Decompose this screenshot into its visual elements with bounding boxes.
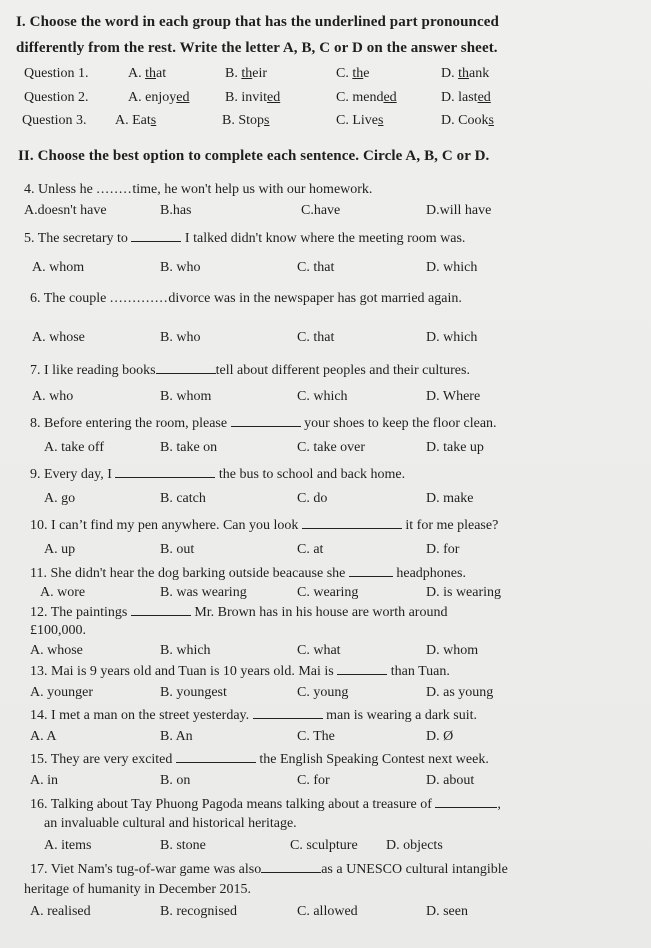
answer-blank (253, 717, 323, 719)
option[interactable]: A. who (32, 389, 74, 404)
answer-blank (261, 871, 321, 873)
option[interactable]: D. Where (426, 389, 481, 404)
answer-blank: ............. (109, 291, 169, 306)
question-text: 10. I can’t find my pen anywhere. Can you look it for me please? (30, 518, 499, 533)
option[interactable]: A. younger (30, 685, 93, 700)
option[interactable]: C. sculpture (290, 838, 358, 853)
question-label: Question 1. (24, 66, 89, 81)
option[interactable]: D. Ø (426, 729, 454, 744)
underlined-part: ed (383, 90, 397, 105)
option[interactable]: A. that (128, 66, 167, 81)
option[interactable]: D.will have (426, 203, 492, 218)
option[interactable]: A. up (44, 542, 76, 557)
answer-blank (176, 761, 256, 763)
option[interactable]: B. on (160, 773, 191, 788)
option[interactable]: C. wearing (297, 585, 359, 600)
option[interactable]: C.have (301, 203, 341, 218)
option[interactable]: A. enjoyed (128, 90, 190, 105)
question-text-continued: £100,000. (30, 623, 86, 638)
option[interactable]: C. do (297, 491, 328, 506)
option[interactable]: C. the (336, 66, 370, 81)
option[interactable]: D. take up (426, 440, 484, 455)
question-text: 17. Viet Nam's tug-of-war game was also as a UNESCO cultural intangible (30, 862, 508, 877)
option[interactable]: A. whom (32, 260, 85, 275)
option[interactable]: B. out (160, 542, 195, 557)
underlined-part: s (264, 113, 270, 128)
option[interactable]: B. who (160, 330, 201, 345)
option[interactable]: C. The (297, 729, 335, 744)
answer-blank (337, 673, 387, 675)
option[interactable]: D. is wearing (426, 585, 502, 600)
underlined-part: th (145, 66, 157, 81)
option[interactable]: A. go (44, 491, 76, 506)
part2-heading: II. Choose the best option to complete each sentence. Circle A, B, C or D. (18, 148, 490, 164)
option[interactable]: C. allowed (297, 904, 358, 919)
option[interactable]: C. what (297, 643, 341, 658)
option[interactable]: B. who (160, 260, 201, 275)
question-text-continued: an invaluable cultural and historical heritage. (44, 816, 297, 831)
option[interactable]: C. that (297, 330, 335, 345)
option[interactable]: A.doesn't have (24, 203, 107, 218)
part1-heading-line2: differently from the rest. Write the letter A, B, C or D on the answer sheet. (16, 40, 498, 56)
option[interactable]: B. take on (160, 440, 218, 455)
option[interactable]: D. about (426, 773, 475, 788)
underlined-part: s (488, 113, 494, 128)
option[interactable]: D. for (426, 542, 460, 557)
answer-blank (131, 240, 181, 242)
underlined-part: s (378, 113, 384, 128)
option[interactable]: B. recognised (160, 904, 237, 919)
option[interactable]: C. Lives (336, 113, 384, 128)
option[interactable]: B. invited (225, 90, 281, 105)
option[interactable]: D. whom (426, 643, 479, 658)
question-text: 8. Before entering the room, please your shoes to keep the floor clean. (30, 416, 497, 431)
question-label: Question 3. (22, 113, 87, 128)
answer-blank (115, 476, 215, 478)
option[interactable]: D. which (426, 330, 478, 345)
option[interactable]: D. make (426, 491, 474, 506)
underlined-part: ed (176, 90, 190, 105)
question-text: 15. They are very excited the English Speaking Contest next week. (30, 752, 489, 767)
option[interactable]: B. Stops (222, 113, 270, 128)
option[interactable]: D. Cooks (441, 113, 494, 128)
question-text: 7. I like reading books tell about different peoples and their cultures. (30, 363, 470, 378)
answer-blank (156, 372, 216, 374)
answer-blank (435, 806, 497, 808)
question-text: 14. I met a man on the street yesterday. man is wearing a dark suit. (30, 708, 477, 723)
option[interactable]: B. was wearing (160, 585, 247, 600)
option[interactable]: B. youngest (160, 685, 227, 700)
option[interactable]: B. An (160, 729, 193, 744)
option[interactable]: A. items (44, 838, 92, 853)
question-text: 13. Mai is 9 years old and Tuan is 10 years old. Mai is than Tuan. (30, 664, 450, 679)
option[interactable]: C. mended (336, 90, 397, 105)
question-text: 5. The secretary to I talked didn't know where the meeting room was. (24, 231, 466, 246)
option[interactable]: A. in (30, 773, 58, 788)
option[interactable]: A. take off (44, 440, 104, 455)
underlined-part: s (150, 113, 157, 128)
option[interactable]: A. whose (32, 330, 85, 345)
underlined-part: th (458, 66, 470, 81)
option[interactable]: B. whom (160, 389, 212, 404)
option[interactable]: A. A (30, 729, 57, 744)
option[interactable]: D. seen (426, 904, 468, 919)
option[interactable]: B. which (160, 643, 211, 658)
option[interactable]: C. at (297, 542, 324, 557)
option[interactable]: D. which (426, 260, 478, 275)
option[interactable]: D. objects (386, 838, 443, 853)
answer-blank (349, 575, 393, 577)
option[interactable]: A. whose (30, 643, 83, 658)
option[interactable]: C. young (297, 685, 349, 700)
option[interactable]: C. take over (297, 440, 366, 455)
answer-blank: ........ (96, 182, 133, 197)
underlined-part: th (241, 66, 253, 81)
question-text: 9. Every day, I the bus to school and back home. (30, 467, 406, 482)
question-text: 4. Unless he ........time, he won't help us with our homework. (24, 182, 373, 197)
option[interactable]: C. for (297, 773, 330, 788)
part1-heading-line1: I. Choose the word in each group that has the underlined part pronounced (16, 14, 499, 30)
answer-blank (231, 425, 301, 427)
option[interactable]: A. realised (30, 904, 91, 919)
underlined-part: ed (267, 90, 281, 105)
option[interactable]: B. their (225, 66, 267, 81)
option[interactable]: C. that (297, 260, 335, 275)
underlined-part: th (352, 66, 364, 81)
question-text-continued: heritage of humanity in December 2015. (24, 882, 252, 897)
question-label: Question 2. (24, 90, 89, 105)
option[interactable]: A. Eats (115, 113, 157, 128)
question-text: 6. The couple .............divorce was in the newspaper has got married again. (30, 291, 462, 306)
option[interactable]: D. thank (441, 66, 490, 81)
question-text: 12. The paintings Mr. Brown has in his house are worth around (30, 605, 448, 620)
question-text: 11. She didn't hear the dog barking outside beacause she headphones. (30, 566, 466, 581)
option[interactable]: D. lasted (441, 90, 491, 105)
question-text: 16. Talking about Tay Phuong Pagoda means talking about a treasure of , (30, 797, 501, 812)
option[interactable]: B. stone (160, 838, 206, 853)
option[interactable]: B.has (160, 203, 192, 218)
option[interactable]: D. as young (426, 685, 494, 700)
option[interactable]: A. wore (40, 585, 86, 600)
option[interactable]: B. catch (160, 491, 206, 506)
option[interactable]: C. which (297, 389, 348, 404)
answer-blank (131, 614, 191, 616)
answer-blank (302, 527, 402, 529)
underlined-part: ed (477, 90, 491, 105)
